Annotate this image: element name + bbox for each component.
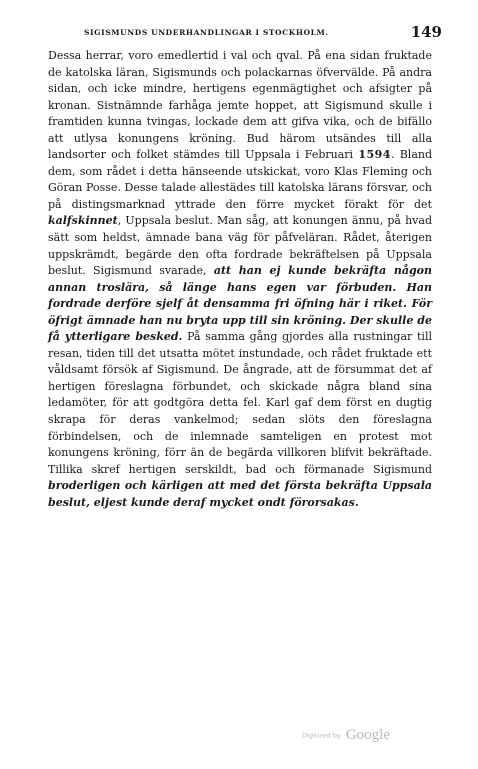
emphasis-closing-request: broderligen och kärligen att med det första bekräfta Uppsala beslut, eljest kunde deraf mycket ondt förorsakas. bbox=[48, 479, 432, 509]
watermark-prefix: Digitized by bbox=[302, 731, 341, 740]
emphasis-sigismund-reply: att han ej kunde bekräfta någon annan troslära, så länge hans egen var förbuden. Han fordrade derföre sjelf åt densamma fri öfning här i riket. För öfrigt ämnade han nu bryta upp till sin kröning. Der skulle de få ytterligare besked. bbox=[48, 264, 433, 344]
running-head: SIGISMUNDS UNDERHANDLINGAR I STOCKHOLM. bbox=[84, 28, 329, 37]
page-number: 149 bbox=[410, 23, 442, 41]
page-header bbox=[84, 22, 454, 42]
google-logo: Google bbox=[345, 727, 390, 743]
year-1594: 1594 bbox=[358, 148, 391, 162]
body-paragraph bbox=[48, 48, 432, 511]
emphasis-kalfskinnet: kalfskinnet bbox=[48, 214, 118, 228]
text-segment-4: På samma gång gjordes alla rustningar till resan, tiden till det utsatta mötet instundade, och rådet fruktade ett våldsamt försök af Sigismund. De ångrade, att de försummat det af hertigen föreslagna förbundet, och skickade några bland sina ledamöter, för att godtgöra detta fel. Karl gaf dem först en dugtig skrapa för deras vankelmod; sedan slöts den föreslagna förbindelsen, och de inlemnade samteligen en protest mot konungens kröning, förr än de begärda villkoren blifvit bekräftade. Tillika skref hertigen serskildt, bad och förmanade Sigismund bbox=[48, 330, 432, 476]
text-segment-3: , Uppsala beslut. Man såg, att konungen ännu, på hvad sätt som heldst, ämnade bana väg för påfveläran. Rådet, återigen uppskrämdt, begärde den ofta fordrade bekräftelsen på Uppsala beslut. Sigismund svarade, bbox=[48, 214, 432, 278]
digitized-watermark bbox=[302, 725, 390, 744]
text-segment-2: . Bland dem, som rådet i detta hänseende utskickat, voro Klas Fleming och Göran Posse. Desse talade allestädes till katolska lärans försvar, och på distingsmarknad yttrade den förre mycket förakt för det bbox=[48, 148, 432, 211]
text-segment-1: Dessa herrar, voro emedlertid i val och qval. På ena sidan fruktade de katolska läran, Sigismunds och polackarnas öfvervälde. På andra sidan, och icke mindre, hertigens egenmägtighet och afsigter på kronan. Sistnämnde farhåga jemte hoppet, att Sigismund skulle i framtiden kunna tvingas, lockade dem att gifva vika, och de bifällo att utlysa konungens kröning. Bud härom utsändes till alla landsorter och folket stämdes till Uppsala i Februari bbox=[48, 49, 432, 162]
